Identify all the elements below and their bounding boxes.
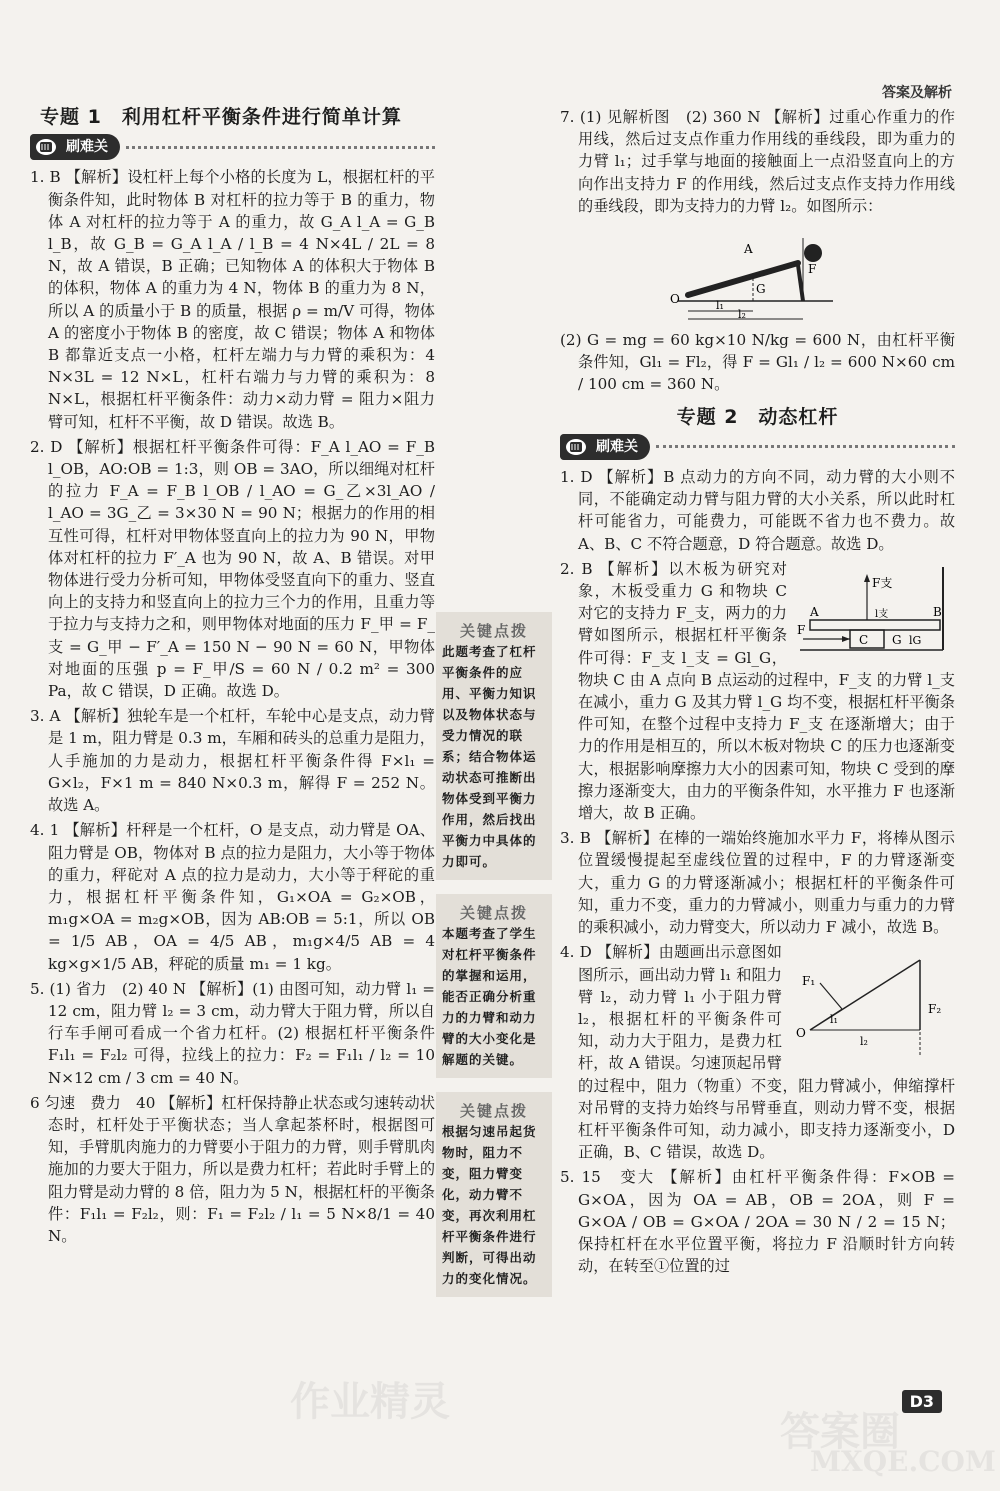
- difficulty-badge: [560, 434, 650, 460]
- label-f: F: [807, 262, 816, 277]
- crane-figure: [790, 945, 955, 1060]
- key-point-title: 关键点拨: [459, 1102, 528, 1120]
- label-lsupport: l支: [875, 608, 889, 620]
- brush-icon: [564, 437, 590, 457]
- label-g: G: [892, 632, 902, 647]
- arrow-head-icon: [864, 574, 870, 582]
- section-header: 答案及解析: [882, 85, 952, 101]
- watermark: MXQE.COM: [810, 1445, 996, 1478]
- body: [688, 263, 798, 295]
- label-g: G: [755, 282, 766, 297]
- answer-item-6: 6 匀速 费力 40 【解析】杠杆保持静止状态或匀速转动状态时，杠杆处于平衡状态；当人拿起茶杯时，根据图可知，手臂肌肉施力的力臂要小于阻力的力臂，则手臂肌肉施加的力要大于阻力，所以是费力杠杆；若此时手臂上的阻力臂是动力臂的 8 倍，阻力为 5 N，根据杠杆的平衡条件：F₁l₁ = F₂l₂，则：F₁ = F₂l₂ / l₁ = 5 N×8/1 = 40 N。: [30, 1093, 435, 1245]
- label-l2: l₂: [860, 1035, 868, 1049]
- label-a: A: [810, 604, 819, 619]
- answer-item-2: 2. D 【解析】根据杠杆平衡条件可得：F_A l_AO = F_B l_OB，AO:OB = 1:3，则 OB = 3AO，所以细绳对杠杆的拉力 F_A = F_B l_OB / l_AO = G_乙×3l_AO / l_AO = 3G_乙 = 3×30 N = 90 N；根据力的作用的相互性可得，杠杆对甲物体竖直向上的拉力为 90 N，甲物体对杠杆的拉力 F′_A 也为 90 N，故 A、B 错误。对甲物体进行受力分析可知，甲物体受竖直向下的重力、竖直向上的支持力和竖直向上的拉力三个力的作用，且重力等于拉力与支持力之和，则甲物体对地面的压力 F_甲 = F_支 = G_甲 − F′_A = 150 N − 90 N = 60 N，甲物体对地面的压强 p = F_甲/S = 60 N / 0.2 m² = 300 Pa，故 C 错误，D 正确。故选 D。: [30, 437, 435, 701]
- dotted-divider: [656, 445, 955, 448]
- answer-item-3: 3. A 【解析】独轮车是一个杠杆，车轮中心是支点，动力臂是 1 m，阻力臂是 0.3 m，车厢和砖头的总重力是阻力，人手施加的力是动力，根据杠杆平衡条件得 F×l₁ = G×l₂，F×1 m = 840 N×0.3 m，解得 F = 252 N。故选 A。: [30, 707, 435, 815]
- key-point-text: 本题考查了学生对杠杆平衡条件的掌握和运用，能否正确分析重力的力臂和动力臂的大小变化是解题的关键。: [442, 926, 537, 1067]
- answer-item-1: 1. B 【解析】设杠杆上每个小格的长度为 L，根据杠杆的平衡条件知，此时物体 B 对杠杆的拉力等于 B 的重力，物体 A 对杠杆的拉力等于 A 的重力，故 G_A l_A = G_B l_B，故 G_B = G_A l_A / l_B = 4 N×4L / 2L = 8 N，故 A 错误，B 正确；已知物体 A 的体积大于物体 B 的体积，物体 A 的重力为 4 N，物体 B 的重力为 8 N，所以 A 的质量小于 B 的质量，根据 ρ = m/V 可得，物体 A 的密度小于物体 B 的密度，故 C 错误；物体 A 和物体 B 都靠近支点一小格，杠杆左端力与力臂的乘积为：4 N×3L = 12 N×L，杠杆右端力与力臂的乘积为：8 N×L，根据杠杆平衡条件：动力×动力臂 = 阻力×阻力臂可知，杠杆不平衡，故 D 错误。故选 B。: [30, 168, 435, 431]
- label-o: O: [796, 1026, 806, 1041]
- label-b: B: [933, 604, 942, 619]
- arrow-head-icon: [842, 636, 850, 642]
- topic-1-title: 专题 1 利用杠杆平衡条件进行简单计算: [40, 106, 402, 128]
- key-point-title: 关键点拨: [459, 904, 528, 922]
- topic-2-title: 专题 2 动态杠杆: [676, 405, 839, 428]
- difficulty-badge: [30, 134, 120, 160]
- badge-label: 刷难关: [66, 139, 108, 156]
- key-points-column: [436, 612, 552, 1311]
- answer-item-r4: 4. D 【解析】由题画出示意图如图所示，画出动力臂 l₁ 和阻力臂 l₂，动力臂 l₁ 小于阻力臂 l₂，根据杠杆的平衡条件可知，动力大于阻力，是费力杠杆，故 A 错误。匀速顶起吊臂的过程中，阻力（物重）不变，阻力臂减小，伸缩撑杆对吊臂的支持力始终与吊臂垂直，则动力臂不变，根据杠杆平衡条件可知，动力减小，即支持力逐渐变小，D 正确，B、C 错误，故选 D。: [560, 943, 955, 1162]
- label-l2: l₂: [737, 308, 746, 322]
- badge-row: [30, 134, 435, 160]
- pushup-figure: [658, 223, 858, 323]
- board-figure: [795, 562, 955, 652]
- label-f2: F₂: [928, 1002, 942, 1017]
- answer-item-4: 4. 1 【解析】杆秤是一个杠杆，O 是支点，动力臂是 OA、阻力臂是 OB，物体对 B 点的拉力是阻力，大小等于物体的重力，秤砣对 A 点的拉力是动力，大小等于秤砣的重力，根据杠杆平衡条件知，G₁×OA = G₂×OB，m₁g×OA = m₂g×OB，因为 AB:OB = 5:1，所以 OB = 1/5 AB，OA = 4/5 AB，m₁g×4/5 AB = 4 kg×g×1/5 AB，秤砣的质量 m₁ = 1 kg。: [30, 821, 435, 973]
- key-point-box: [436, 1092, 552, 1297]
- key-point-text: 根据匀速吊起货物时，阻力不变，阻力臂变化，动力臂不变，再次利用杠杆平衡条件进行判断，可得出动力的变化情况。: [442, 1124, 537, 1286]
- head: [804, 244, 822, 262]
- label-fsupport: F支: [872, 575, 893, 590]
- answer-item-7: 7. (1) 见解析图 (2) 360 N 【解析】过重心作重力的作用线，然后过支点作重力作用线的垂线段，即为重力的力臂 l₁；过手掌与地面的接触面上一点沿竖直向上的方向作出支持力 F 的作用线，然后过支点作支持力作用线的垂线段，即为支持力的力臂 l₂。如图所示：: [560, 108, 955, 215]
- label-l1: l₁: [830, 1013, 838, 1027]
- dotted-divider: [126, 146, 435, 149]
- badge-label: 刷难关: [596, 438, 638, 455]
- watermark: 答案圈: [780, 1408, 900, 1455]
- arm: [798, 265, 803, 301]
- watermark: 作业精灵: [290, 1378, 450, 1425]
- key-point-box: [436, 612, 552, 880]
- label-f1: F₁: [802, 974, 816, 989]
- label-l1: l₁: [715, 299, 724, 313]
- key-point-text: 此题考查了杠杆平衡条件的应用、平衡力知识以及物体状态与受力情况的联系；结合物体运动状态可推断出物体受到平衡力作用，然后找出平衡力中具体的力即可。: [442, 644, 537, 869]
- answer-item-r5: 5. 15 变大 【解析】由杠杆平衡条件得：F×OB = G×OA，因为 OA = AB，OB = 2OA，则 F = G×OA / OB = G×OA / 2OA = 30 N / 2 = 15 N；保持杠杆在水平位置平衡，将拉力 F 沿顺时针方向转动，在转至①位置的过: [560, 1168, 955, 1276]
- badge-row: [560, 434, 955, 460]
- right-column: [560, 106, 955, 1280]
- answer-item-5: 5. (1) 省力 (2) 40 N 【解析】(1) 由图可知，动力臂 l₁ = 12 cm，阻力臂 l₂ = 3 cm，动力臂大于阻力臂，所以自行车手闸可看成一个省力杠杆。(2) 根据杠杆平衡条件 F₁l₁ = F₂l₂ 可得，拉线上的拉力：F₂ = F₁l₁ / l₂ = 10 N×12 cm / 3 cm = 40 N。: [30, 979, 435, 1087]
- answer-item-r3: 3. B 【解析】在棒的一端始终施加水平力 F，将棒从图示位置缓慢提起至虚线位置的过程中，F 的力臂逐渐变大，重力 G 的力臂逐渐减小；根据杠杆的平衡条件可知，重力不变，重力的力臂减小，则重力与重力的力臂的乘积减小，动力臂变大，所以动力 F 减小，故选 B。: [560, 829, 955, 937]
- answer-item-r1: 1. D 【解析】B 点动力的方向不同，动力臂的大小则不同，不能确定动力臂与阻力臂的大小关系，所以此时杠杆可能省力，可能费力，可能既不省力也不费力。故 A、B、C 不符合题意，D 符合题意。故选 D。: [560, 468, 955, 553]
- brush-icon: [34, 137, 60, 157]
- label-c: C: [859, 632, 869, 647]
- page-number: D3: [902, 1390, 942, 1413]
- label-o: O: [669, 292, 680, 307]
- label-f: F: [797, 622, 806, 637]
- board: [810, 620, 940, 630]
- left-column: [30, 106, 435, 1250]
- key-point-title: 关键点拨: [459, 622, 528, 640]
- label-lg: lG: [909, 633, 922, 647]
- key-point-box: [436, 894, 552, 1078]
- support-force-line: [820, 983, 842, 1009]
- answer-item-r2: 2. B 【解析】以木板为研究对象，木板受重力 G 和物块 C 对它的支持力 F_支，两力的力臂如图所示，根据杠杆平衡条件可得：F_支 l_支 = Gl_G，物块 C 由 A 点向 B 点运动的过程中，F_支 的力臂 l_支 在减小，重力 G 及其力臂 l_G 均不变，根据杠杆平衡条件可知，在整个过程中支持力 F_支 在逐渐增大；由于力的作用是相互的，所以木板对物块 C 的压力也逐渐变大，根据影响摩擦力大小的因素可知，物块 C 受到的摩擦力逐渐变大，由力的平衡条件知，水平推力 F 也逐渐增大，故 B 正确。: [560, 559, 955, 823]
- answer-item-7b: (2) G = mg = 60 kg×10 N/kg = 600 N，由杠杆平衡条件知，Gl₁ = Fl₂，得 F = Gl₁ / l₂ = 600 N×60 cm / 100 cm = 360 N。: [560, 331, 955, 394]
- label-a: A: [743, 242, 753, 257]
